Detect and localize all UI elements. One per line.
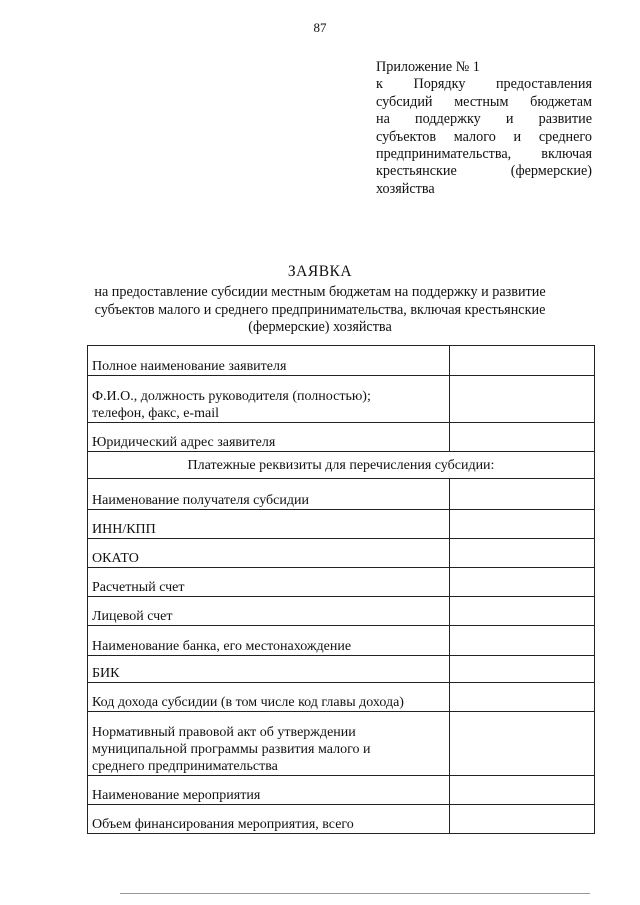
field-label-line: Лицевой счет [92, 609, 173, 624]
field-label-cell [88, 423, 450, 452]
appendix-line [376, 111, 592, 128]
appendix-line [376, 76, 592, 93]
form-row [88, 568, 595, 597]
appendix-word: развитие [538, 111, 592, 128]
field-label-cell [88, 346, 450, 376]
appendix-line [376, 146, 592, 163]
field-value-cell[interactable] [450, 346, 595, 376]
application-form-table [87, 345, 595, 834]
field-label-cell [88, 656, 450, 683]
field-label-cell [88, 805, 450, 834]
field-label-line: Объем финансирования мероприятия, всего [92, 817, 354, 832]
field-value-cell[interactable] [450, 479, 595, 510]
field-value-cell[interactable] [450, 568, 595, 597]
appendix-word: к [376, 76, 383, 93]
appendix-word: и [505, 111, 514, 128]
field-value-cell[interactable] [450, 597, 595, 626]
form-row [88, 656, 595, 683]
document-subtitle [0, 284, 640, 337]
field-label-cell [88, 626, 450, 656]
field-label-line: Юридический адрес заявителя [92, 435, 276, 450]
field-label-cell [88, 568, 450, 597]
form-row [88, 346, 595, 376]
appendix-line [376, 181, 592, 198]
form-row [88, 626, 595, 656]
appendix-word: местным [454, 93, 509, 110]
appendix-word: предпринимательства, [376, 146, 512, 163]
subtitle-line: на предоставление субсидии местным бюджетам на поддержку и развитие [94, 284, 546, 300]
field-value-cell[interactable] [450, 423, 595, 452]
form-row [88, 423, 595, 452]
field-label-line: Код дохода субсидии (в том числе код главы дохода) [92, 695, 404, 710]
appendix-word: малого [453, 128, 496, 145]
appendix-line [376, 163, 592, 180]
field-label-line: Наименование банка, его местонахождение [92, 639, 352, 654]
field-label-line: Платежные реквизиты для перечисления субсидии: [187, 457, 495, 473]
field-value-cell[interactable] [450, 683, 595, 712]
page-number: 87 [313, 20, 327, 35]
field-label-line: среднего предпринимательства [92, 759, 278, 774]
appendix-word: Порядку [413, 76, 466, 93]
field-value-cell[interactable] [450, 376, 595, 423]
field-label-line: Полное наименование заявителя [92, 359, 287, 374]
form-row [88, 597, 595, 626]
field-label-line: муниципальной программы развития малого и [92, 742, 371, 757]
field-label-cell [88, 479, 450, 510]
appendix-line [376, 129, 592, 146]
field-label-cell [88, 539, 450, 568]
appendix-text [376, 76, 592, 198]
subtitle-line: субъектов малого и среднего предпринимательства, включая крестьянские [94, 301, 546, 318]
appendix-word: на [376, 111, 390, 128]
field-label-line: телефон, факс, e-mail [92, 406, 219, 421]
form-row [88, 376, 595, 423]
appendix-block [376, 59, 592, 198]
section-header-row [88, 452, 595, 479]
appendix-word: поддержку [415, 111, 481, 128]
form-row [88, 510, 595, 539]
field-value-cell[interactable] [450, 712, 595, 776]
field-label-line: ИНН/КПП [92, 522, 156, 537]
appendix-line [376, 94, 592, 111]
field-label-line: Ф.И.О., должность руководителя (полностью); [92, 389, 371, 404]
field-label-line: ОКАТО [92, 551, 139, 566]
form-row [88, 805, 595, 834]
form-row [88, 479, 595, 510]
appendix-word: включая [541, 146, 592, 163]
appendix-word: субсидий [376, 93, 433, 110]
form-row [88, 776, 595, 805]
form-row [88, 683, 595, 712]
subtitle-line: (фермерские) хозяйства [248, 319, 392, 335]
appendix-word: хозяйства [376, 180, 435, 197]
appendix-word: (фермерские) [510, 163, 592, 180]
field-label-line: Наименование мероприятия [92, 788, 261, 803]
field-label-cell [88, 712, 450, 776]
field-label-cell [88, 776, 450, 805]
document-title: ЗАЯВКА [287, 263, 353, 280]
appendix-word: субъектов [376, 128, 437, 145]
field-label-line: Наименование получателя субсидии [92, 493, 309, 508]
appendix-word: бюджетам [530, 93, 592, 110]
field-label-cell [88, 597, 450, 626]
application-heading [0, 263, 640, 337]
appendix-word: и [513, 128, 522, 145]
page-bottom-rule [120, 893, 590, 894]
field-value-cell[interactable] [450, 510, 595, 539]
form-row [88, 712, 595, 776]
field-value-cell[interactable] [450, 805, 595, 834]
appendix-word: предоставления [495, 76, 592, 93]
field-value-cell[interactable] [450, 539, 595, 568]
appendix-title: Приложение № 1 [376, 59, 480, 75]
section-header-cell [88, 452, 595, 479]
field-label-line: БИК [92, 666, 120, 681]
field-label-cell [88, 683, 450, 712]
appendix-word: крестьянские [376, 163, 457, 180]
field-label-line: Нормативный правовой акт об утверждении [92, 725, 356, 740]
field-label-line: Расчетный счет [92, 580, 185, 595]
field-value-cell[interactable] [450, 776, 595, 805]
appendix-word: среднего [538, 128, 592, 145]
field-value-cell[interactable] [450, 626, 595, 656]
field-label-cell [88, 376, 450, 423]
form-row [88, 539, 595, 568]
field-value-cell[interactable] [450, 656, 595, 683]
field-label-cell [88, 510, 450, 539]
